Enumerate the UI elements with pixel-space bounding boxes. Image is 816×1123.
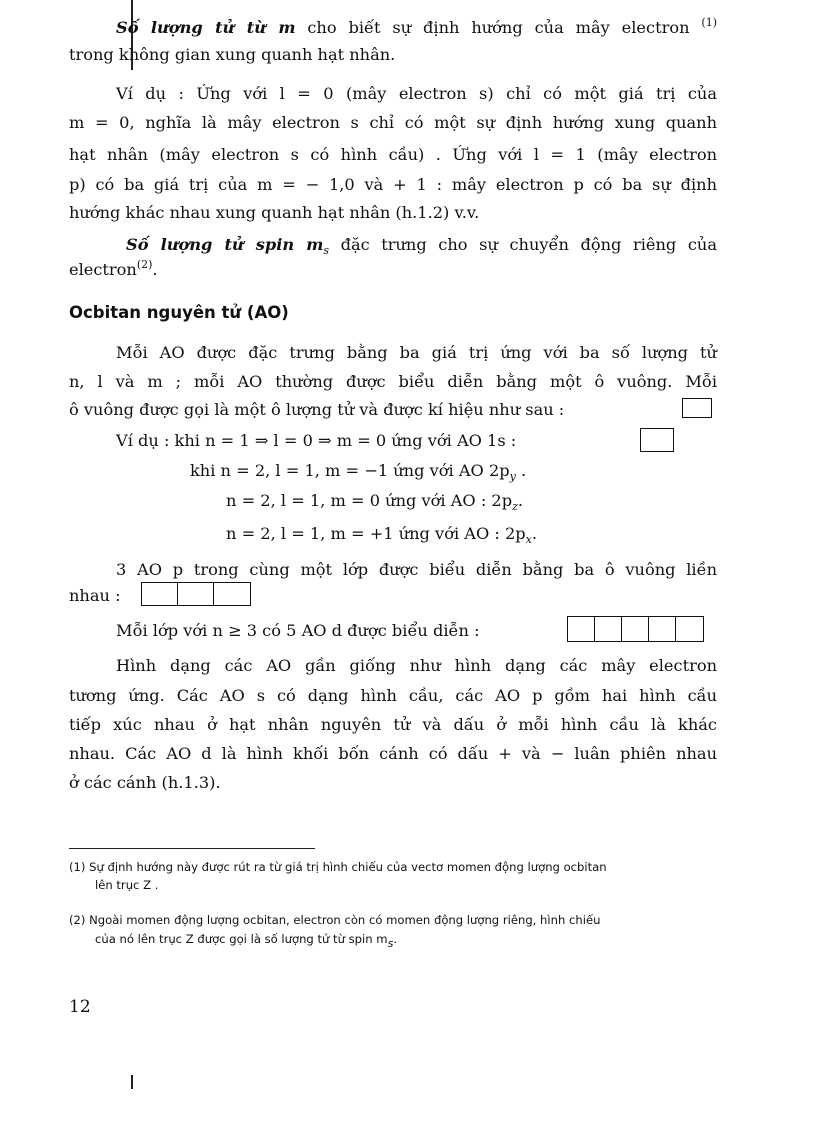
footnote-1-line-2: lên trục Z .	[95, 878, 159, 892]
paragraph-2-line-1	[69, 84, 717, 104]
paragraph-3-line-2	[69, 260, 158, 280]
text: .	[517, 491, 524, 510]
paragraph-1-line-2: trong không gian xung quanh hạt nhân.	[69, 45, 396, 64]
text: của nó lên trục Z được gọi là số lượng tử từ spin m	[95, 932, 388, 946]
example-line-1: Ví dụ : khi n = 1 ⇒ l = 0 ⇒ m = 0 ứng với AO 1s :	[116, 431, 517, 450]
footnote-2-line-1: (2) Ngoài momen động lượng ocbitan, electron còn có momen động lượng riêng, hình chiếu	[69, 913, 601, 927]
text: .	[393, 932, 398, 946]
paragraph-4-line-1	[69, 343, 717, 363]
paragraph-2-line-3: hạt nhân (mây electron s có hình cầu) . Ứng với l = 1 (mây electron	[69, 145, 717, 164]
example-line-4	[226, 524, 537, 544]
text: n = 2, l = 1, m = +1 ứng với AO : 2p	[226, 524, 526, 543]
scan-mark	[131, 1075, 133, 1089]
text: .	[152, 260, 158, 279]
footnote-1-line-1: (1) Sự định hướng này được rút ra từ giá trị hình chiếu của vectơ momen động lượng ocbitan	[69, 860, 607, 874]
quantum-cell-box	[682, 398, 712, 418]
footnote-ref-1: (1)	[701, 16, 717, 29]
paragraph-4-line-2: n, l và m ; mỗi AO thường được biểu diễn bằng một ô vuông. Mỗi	[69, 372, 717, 391]
d-orbital-boxes	[567, 616, 704, 642]
footnote-rule	[69, 848, 315, 849]
subscript: s	[387, 937, 394, 950]
text: n = 2, l = 1, m = 0 ứng với AO : 2p	[226, 491, 513, 510]
paragraph-2-line-2: m = 0, nghĩa là mây electron s chỉ có một sự định hướng xung quanh	[69, 113, 717, 132]
paragraph-4-line-3	[69, 400, 564, 420]
paragraph-7-line-2: tương ứng. Các AO s có dạng hình cầu, các AO p gồm hai hình cầu	[69, 686, 717, 705]
subscript: s	[323, 244, 329, 257]
paragraph-1-line-1	[69, 18, 717, 38]
paragraph-5-line-2: nhau :	[69, 586, 121, 605]
paragraph-6-line-1: Mỗi lớp với n ≥ 3 có 5 AO d được biểu diễn :	[116, 621, 480, 640]
orbital-1s-box	[640, 428, 674, 452]
example-line-3	[226, 491, 523, 511]
section-heading: Ocbitan nguyên tử (AO)	[69, 303, 289, 322]
subscript: y	[509, 470, 516, 483]
term-magnetic-quantum-number: Số lượng tử từ m	[116, 18, 296, 37]
p-orbital-boxes	[141, 582, 251, 606]
text: .	[515, 461, 527, 480]
footnote-ref-2: (2)	[136, 258, 153, 271]
text: Mỗi AO được đặc trưng bằng ba giá trị ứng với ba số lượng tử	[116, 343, 717, 362]
paragraph-7-line-1	[69, 656, 717, 676]
text: Ví dụ : Ứng với l = 0 (mây electron s) chỉ có một giá trị của	[116, 84, 717, 103]
paragraph-7-line-3: tiếp xúc nhau ở hạt nhân nguyên tử và dấu ở mỗi hình cầu là khác	[69, 715, 717, 734]
paragraph-5-line-1	[69, 560, 717, 580]
paragraph-7-line-4: nhau. Các AO d là hình khối bốn cánh có dấu + và − luân phiên nhau	[69, 744, 717, 763]
paragraph-2-line-4: p) có ba giá trị của m = − 1,0 và + 1 : mây electron p có ba sự định	[69, 175, 717, 194]
term-spin-quantum-number: Số lượng tử spin m	[126, 235, 324, 254]
page-number: 12	[69, 997, 91, 1017]
text: .	[531, 524, 538, 543]
text: ô vuông được gọi là một ô lượng tử và được kí hiệu như sau :	[69, 400, 565, 419]
text: khi n = 2, l = 1, m = −1 ứng với AO 2p	[190, 461, 510, 480]
text: electron	[69, 260, 137, 279]
footnote-2-line-2	[95, 929, 397, 949]
example-line-2	[190, 461, 526, 481]
paragraph-7-line-5: ở các cánh (h.1.3).	[69, 773, 221, 792]
text: đặc trưng cho sự chuyển động riêng của	[329, 235, 717, 254]
paragraph-3-line-1	[69, 235, 717, 255]
subscript: z	[512, 500, 518, 513]
text: Hình dạng các AO gần giống như hình dạng các mây electron	[116, 656, 717, 675]
text: cho biết sự định hướng của mây electron	[295, 18, 702, 37]
paragraph-2-line-5: hướng khác nhau xung quanh hạt nhân (h.1.2) v.v.	[69, 203, 480, 222]
text: 3 AO p trong cùng một lớp được biểu diễn bằng ba ô vuông liền	[116, 560, 717, 579]
subscript: x	[525, 533, 532, 546]
